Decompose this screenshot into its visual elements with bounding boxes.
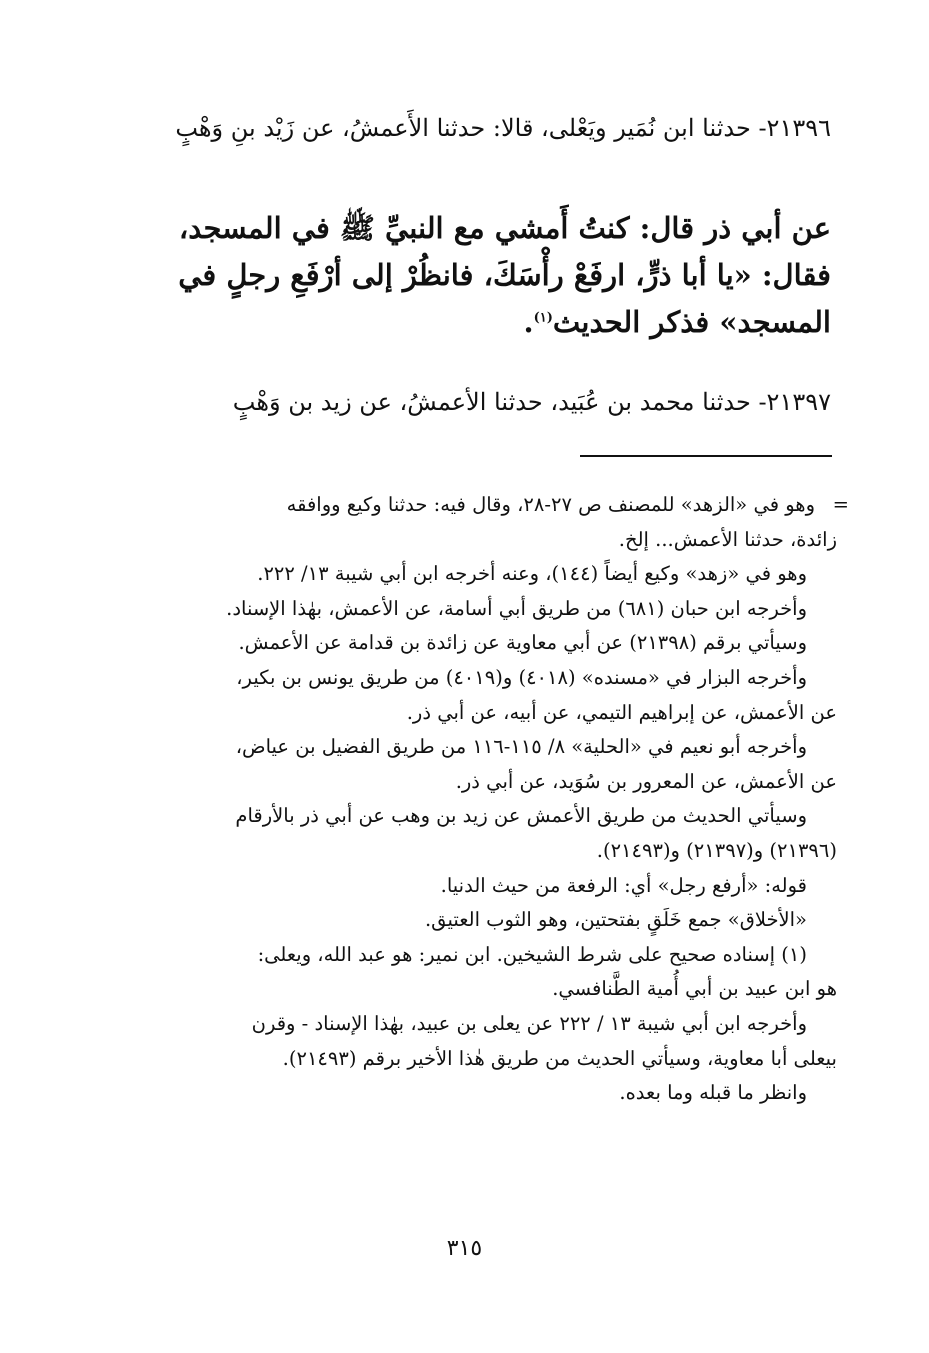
hadith-isnad-text: - حدثنا ابن نُمَير ويَعْلى، قالا: حدثنا الأَعمشُ، عن زَيْد بنِ وَهْبٍ xyxy=(175,114,767,142)
hadith-number: ٢١٣٩٧ xyxy=(766,388,831,416)
footnote-line xyxy=(130,661,837,696)
footnote-line xyxy=(130,903,837,938)
footnote-text: هو ابن عبيد بن أبي أُمية الطَّنافسي. xyxy=(552,977,837,1001)
footnote-divider xyxy=(580,455,832,457)
footnote-text: وهو في «زهد» وكيع أيضاً (١٤٤)، وعنه أخرجه ابن أبي شيبة ١٣/ ٢٢٢. xyxy=(257,562,807,586)
footnote-text: عن الأعمش، عن المعرور بن سُوَيد، عن أبي ذر. xyxy=(455,769,837,793)
footnote-line xyxy=(130,696,837,731)
footnote-text: وانظر ما قبله وما بعده. xyxy=(619,1081,807,1105)
footnote-text: بيعلى أبا معاوية، وسيأتي الحديث من طريق هٰذا الأخير برقم (٢١٤٩٣). xyxy=(282,1046,837,1070)
matn-line: عن أبي ذر قال: كنتُ أَمشي مع النبيِّ ﷺ في المسجد، xyxy=(178,211,831,245)
footnote-line xyxy=(130,1076,837,1111)
footnote-line xyxy=(130,730,837,765)
footnote-ref: (١) xyxy=(533,310,553,326)
footnote-line xyxy=(130,488,849,523)
page-number: ٣١٥ xyxy=(446,1236,483,1261)
footnote-line xyxy=(130,799,837,834)
continuation-mark: = xyxy=(832,493,849,516)
footnote-line xyxy=(130,834,837,869)
hadith-21396-isnad xyxy=(128,108,831,148)
hadith-isnad-text: - حدثنا محمد بن عُبَيد، حدثنا الأعمشُ، عن زيد بن وَهْبٍ xyxy=(232,388,767,416)
footnote-text: عن الأعمش، عن إبراهيم التيمي، عن أبيه، عن أبي ذر. xyxy=(406,700,837,724)
footnote-text: قوله: «أرفع رجل» أي: الرفعة من حيث الدنيا. xyxy=(440,873,807,897)
footnote-text: وأخرجه ابن حبان (٦٨١) من طريق أبي أسامة، عن الأعمش، بهٰذا الإسناد. xyxy=(226,596,807,620)
footnote-text: وأخرجه ابن أبي شيبة ١٣ / ٢٢٢ عن يعلى بن عبيد، بهٰذا الإسناد - وقرن xyxy=(251,1011,807,1035)
footnote-text: زائدة، حدثنا الأعمش... إلخ. xyxy=(618,527,837,551)
footnote-line xyxy=(130,626,837,661)
matn-line: فقال: «يا أبا ذرٍّ، ارفَعْ رأْسَكَ، فانظُرْ إلى أرْفَعِ رجلٍ في xyxy=(178,258,831,292)
footnote-text: وسيأتي برقم (٢١٣٩٨) عن أبي معاوية عن زائدة بن قدامة عن الأعمش. xyxy=(238,631,807,655)
footnote-line xyxy=(130,938,837,973)
footnote-text: «الأخلاق» جمع خَلَقٍ بفتحتين، وهو الثوب العتيق. xyxy=(424,908,807,932)
hadith-number: ٢١٣٩٦ xyxy=(766,114,831,142)
footnote-text: وهو في «الزهد» للمصنف ص ٢٧-٢٨، وقال فيه: حدثنا وكيع ووافقه xyxy=(286,493,815,516)
matn-end: . xyxy=(523,305,534,339)
footnote-text: (١) إسناده صحيح على شرط الشيخين. ابن نمير: هو عبد الله، ويعلى: xyxy=(257,942,807,966)
footnote-text: وسيأتي الحديث من طريق الأعمش عن زيد بن وهب عن أبي ذر بالأرقام xyxy=(235,804,807,828)
hadith-21396-matn xyxy=(128,205,831,346)
hadith-21397-isnad xyxy=(128,382,831,422)
footnote-text: وأخرجه أبو نعيم في «الحلية» ٨/ ١١٥-١١٦ من طريق الفضيل بن عياض، xyxy=(235,735,807,759)
footnote-line xyxy=(130,523,837,558)
matn-line: المسجد» فذكر الحديث$^{(١)}$. xyxy=(523,305,831,339)
footnote-line xyxy=(130,557,837,592)
footnote-line xyxy=(130,972,837,1007)
footnote-line xyxy=(130,765,837,800)
footnote-line xyxy=(130,1007,837,1042)
footnote-line xyxy=(130,1042,837,1077)
footnote-line xyxy=(130,869,837,904)
footnote-line xyxy=(130,592,837,627)
footnote-text: (٢١٣٩٦) و(٢١٣٩٧) و(٢١٤٩٣). xyxy=(596,838,837,862)
footnotes-section xyxy=(130,488,849,1111)
footnote-text: وأخرجه البزار في «مسنده» (٤٠١٨) و(٤٠١٩) من طريق يونس بن بكير، xyxy=(236,665,807,689)
